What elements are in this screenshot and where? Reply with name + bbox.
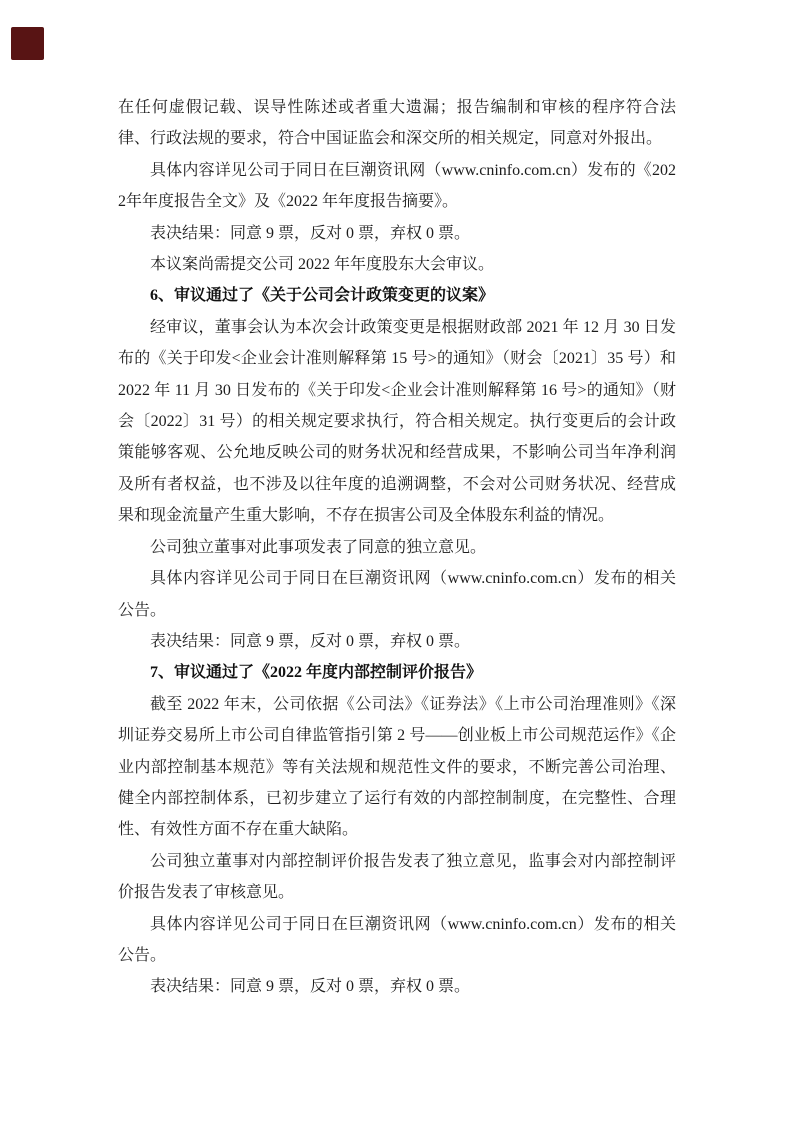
paragraph: 截至 2022 年末，公司依据《公司法》《证券法》《上市公司治理准则》《深圳证券交易所上市公司自律监管指引第 2 号——创业板上市公司规范运作》《企业内部控制基本规范》等有关法规和规范性文件的要求，不断完善公司治理、健全内部控制体系，已初步建立了运行有效的内部控制制度，在完整性、合理性、有效性方面不存在重大缺陷。	[118, 695, 676, 839]
paragraph: 表决结果：同意 9 票，反对 0 票，弃权 0 票。	[150, 224, 471, 242]
paragraph: 具体内容详见公司于同日在巨潮资讯网（www.cninfo.com.cn）发布的相关公告。	[118, 915, 676, 964]
paragraph: 经审议，董事会认为本次会计政策变更是根据财政部 2021 年 12 月 30 日发布的《关于印发<企业会计准则解释第 15 号>的通知》（财会〔2021〕35 号）和 2022 年 11 月 30 日发布的《关于印发<企业会计准则解释第 16 号>的通知》（财会〔2022〕31 号）的相关规定要求执行，符合相关规定。执行变更后的会计政策能够客观、公允地反映公司的财务状况和经营成果，不影响公司当年净利润及所有者权益，也不涉及以往年度的追溯调整，不会对公司财务状况、经营成果和现金流量产生重大影响，不存在损害公司及全体股东利益的情况。	[118, 318, 676, 525]
paragraph: 表决结果：同意 9 票，反对 0 票，弃权 0 票。	[150, 632, 471, 650]
red-corner-marker	[11, 27, 44, 60]
section-heading: 6、审议通过了《关于公司会计政策变更的议案》	[150, 287, 495, 305]
paragraph: 表决结果：同意 9 票，反对 0 票，弃权 0 票。	[150, 978, 471, 996]
paragraph: 在任何虚假记载、误导性陈述或者重大遗漏；报告编制和审核的程序符合法律、行政法规的要求，符合中国证监会和深交所的相关规定，同意对外报出。	[118, 99, 676, 148]
section-heading: 7、审议通过了《2022 年度内部控制评价报告》	[150, 664, 483, 682]
paragraph: 具体内容详见公司于同日在巨潮资讯网（www.cninfo.com.cn）发布的相关公告。	[118, 570, 676, 619]
document-body	[118, 92, 676, 1003]
paragraph: 公司独立董事对此事项发表了同意的独立意见。	[150, 538, 487, 556]
paragraph: 公司独立董事对内部控制评价报告发表了独立意见，监事会对内部控制评价报告发表了审核意见。	[118, 852, 676, 902]
paragraph: 具体内容详见公司于同日在巨潮资讯网（www.cninfo.com.cn）发布的《2022年年度报告全文》及《2022 年年度报告摘要》。	[118, 161, 676, 211]
paragraph: 本议案尚需提交公司 2022 年年度股东大会审议。	[150, 256, 495, 274]
